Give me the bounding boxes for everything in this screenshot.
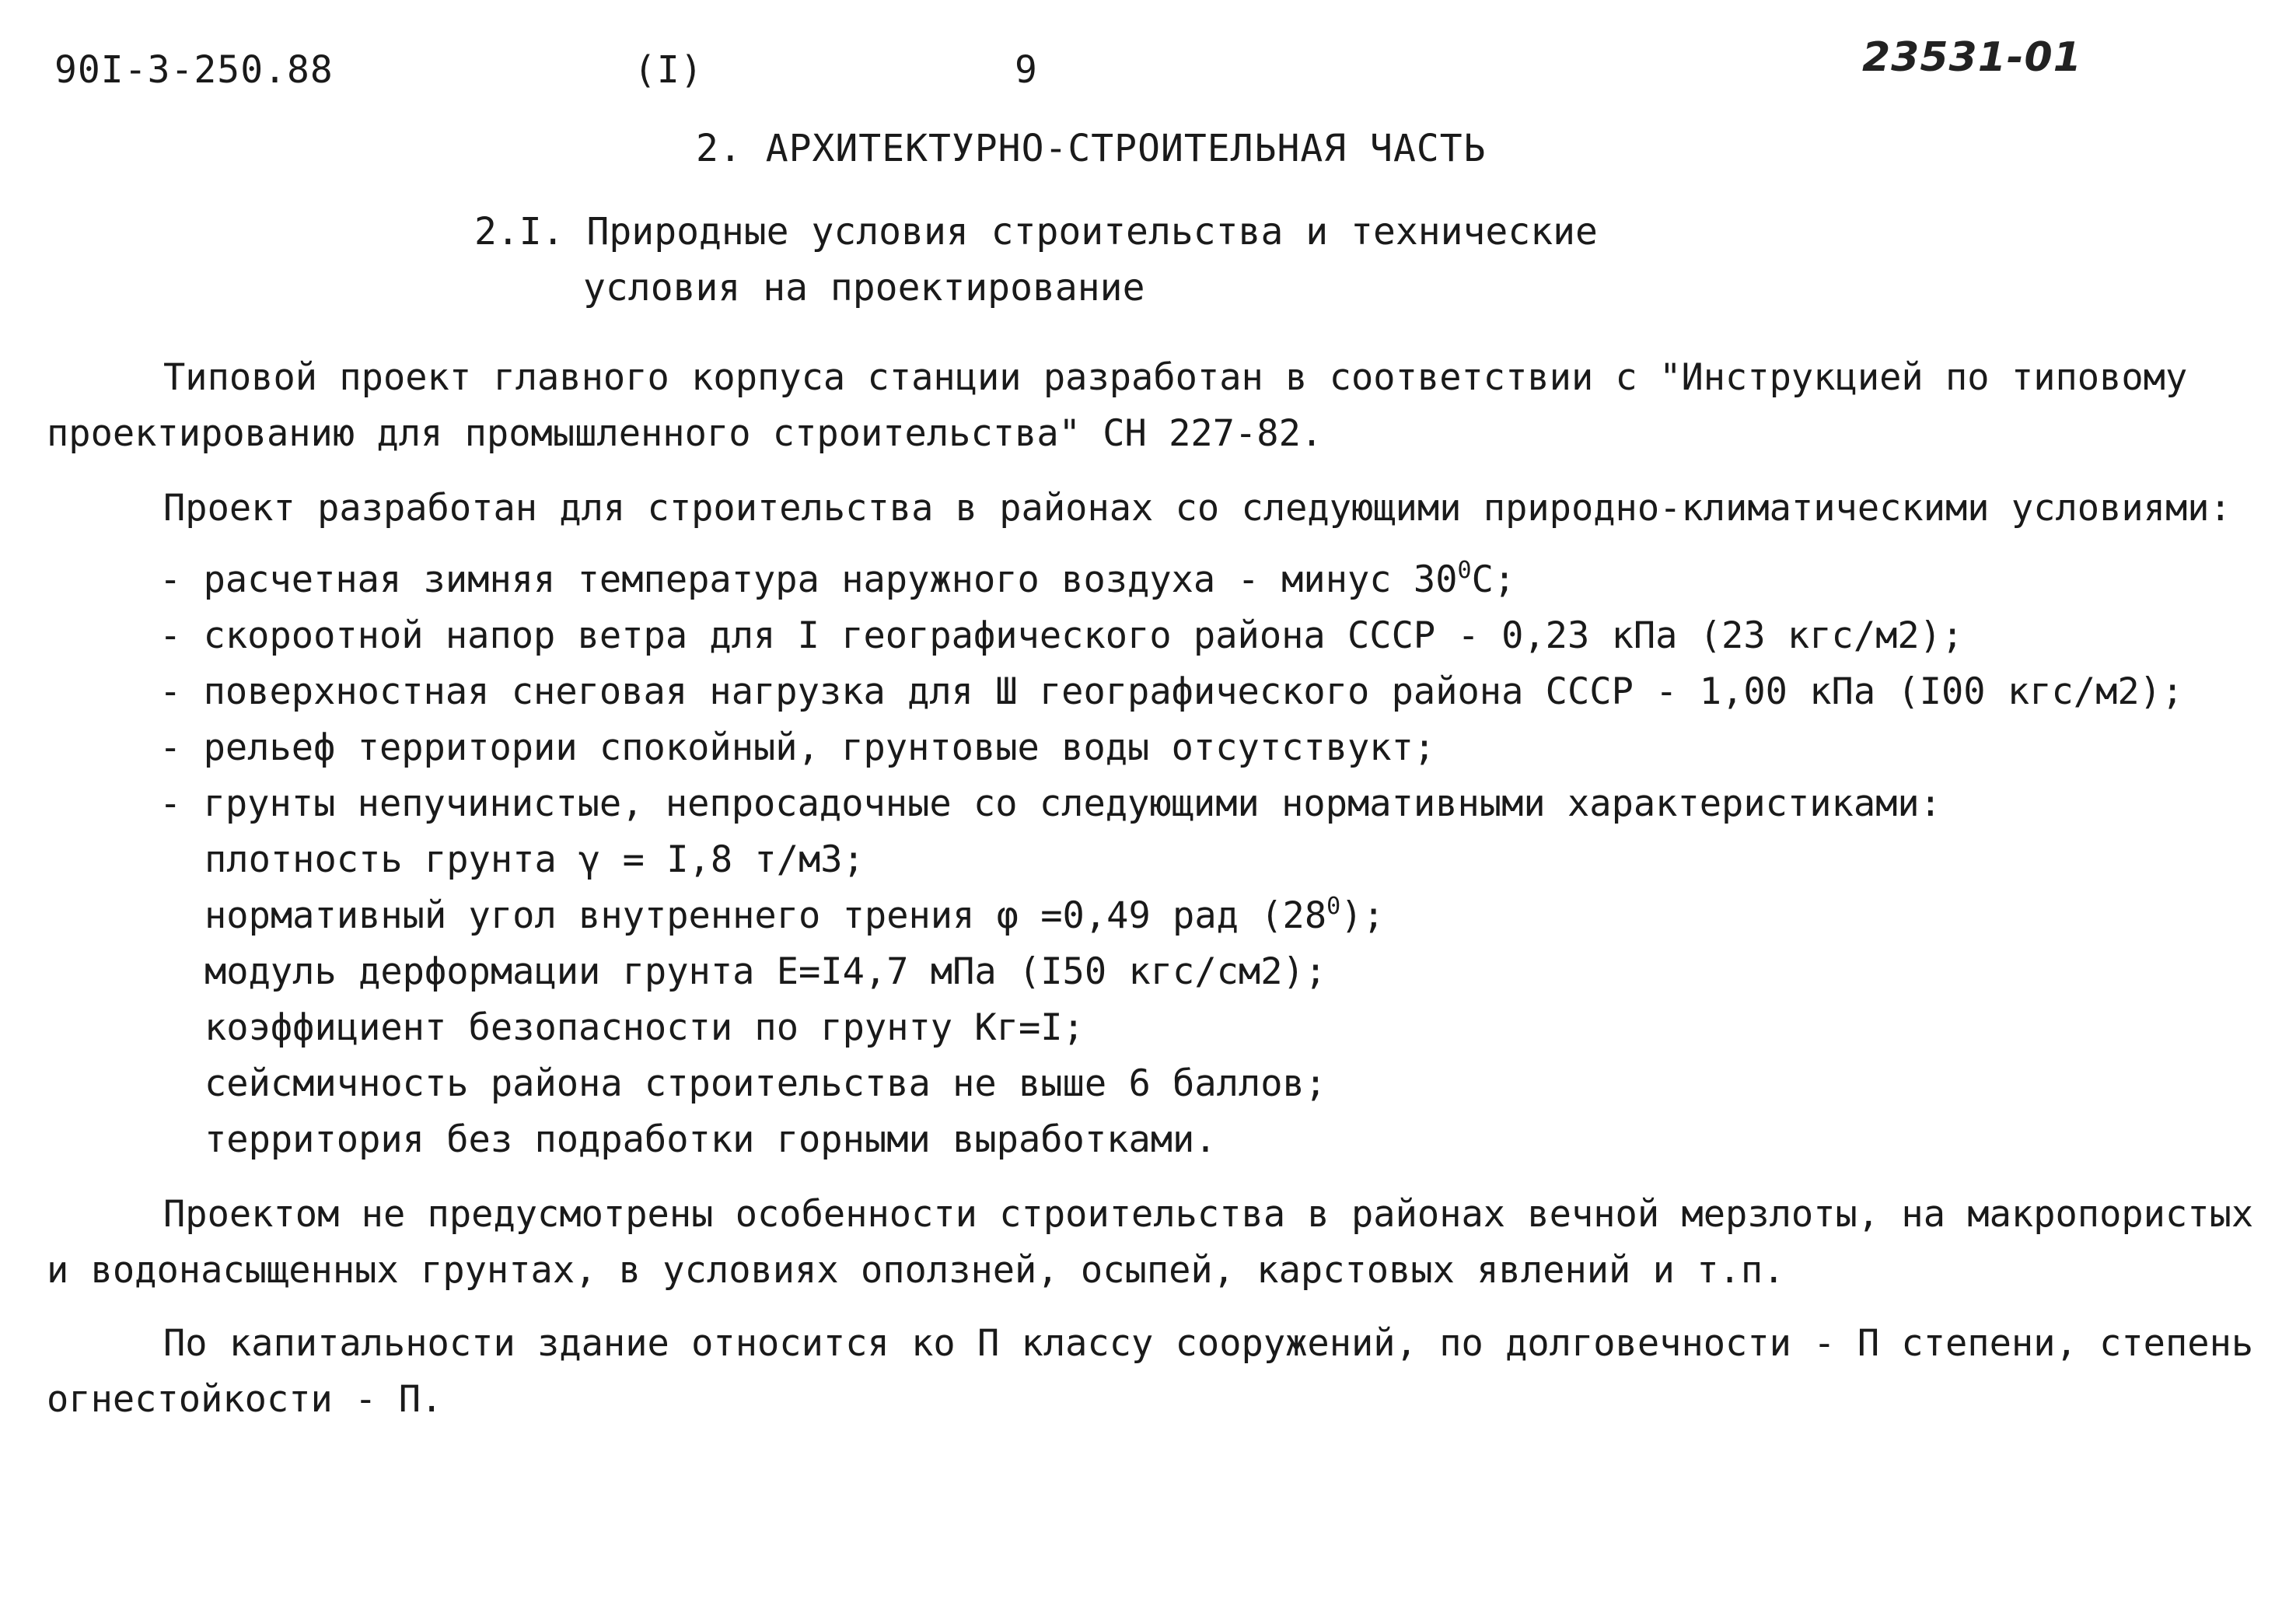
paragraph-intro bbox=[47, 481, 2255, 537]
soil-deformation-modulus: модуль дерформации грунта Е=I4,7 мПа (I50 кгс/см2); bbox=[204, 950, 1327, 993]
subsection-title-line-2: условия на проектирование bbox=[583, 266, 1145, 310]
territory-mining: территория без подработки горными выработками. bbox=[204, 1118, 1217, 1161]
condition-snow: - поверхностная снеговая нагрузка для Ш географического района СССР - 1,00 кПа (I00 кгс/м2); bbox=[159, 664, 2183, 720]
seismicity: сейсмичность района строительства не выше 6 баллов; bbox=[204, 1062, 1327, 1105]
condition-soils: - грунты непучинистые, непросадочные со следующими нормативными характеристиками: bbox=[159, 776, 2183, 832]
condition-relief: - рельеф территории спокойный, грунтовые воды отсутствукт; bbox=[159, 720, 2183, 776]
volume-number: (I) bbox=[634, 48, 704, 92]
soil-safety-factor: коэффициент безопасности по грунту Кг=I; bbox=[204, 1006, 1085, 1049]
section-title: 2. АРХИТЕКТУРНО-СТРОИТЕЛЬНАЯ ЧАСТЬ bbox=[696, 127, 1487, 170]
paragraph-intro-text: Проект разработан для строительства в районах со следующими природно-климатическими условиями: bbox=[163, 487, 2231, 530]
inventory-number: 23531-01 bbox=[1862, 34, 2082, 81]
document-code: 90I-3-250.88 bbox=[54, 48, 334, 92]
paragraph-standard-text: Типовой проект главного корпуса станции разработан в соответствии с "Инструкцией по типовому проектированию для промышленного строительства" СН 227-82. bbox=[47, 356, 2188, 455]
condition-wind: - скороотной напор ветра для I географического района СССР - 0,23 кПа (23 кгс/м2); bbox=[159, 608, 2183, 664]
paragraph-classification bbox=[47, 1316, 2255, 1428]
conditions-list bbox=[159, 552, 2183, 1168]
condition-temperature: - расчетная зимняя температура наружного воздуха - минус $30^0С$; bbox=[159, 552, 2183, 608]
soil-density: плотность грунта γ = I,8 т/м3; bbox=[204, 838, 865, 881]
soil-friction-angle: нормативный угол внутреннего трения φ =0,49 рад $(28^0)$; bbox=[204, 893, 1385, 937]
subsection-title bbox=[474, 204, 1598, 316]
paragraph-classification-text: По капитальности здание относится ко П классу сооружений, по долговечности - П степени, степень огнестойкости - П. bbox=[47, 1322, 2254, 1421]
page-number: 9 bbox=[1015, 48, 1038, 92]
paragraph-exclusions bbox=[47, 1187, 2255, 1299]
subsection-title-line-1: 2.I. Природные условия строительства и технические bbox=[474, 210, 1598, 254]
paragraph-exclusions-text: Проектом не предусмотрены особенности строительства в районах вечной мерзлоты, на макропористых и водонасыщенных грунтах, в условиях оползней, осыпей, карстовых явлений и т.п. bbox=[47, 1193, 2254, 1292]
paragraph-standard bbox=[47, 350, 2255, 462]
